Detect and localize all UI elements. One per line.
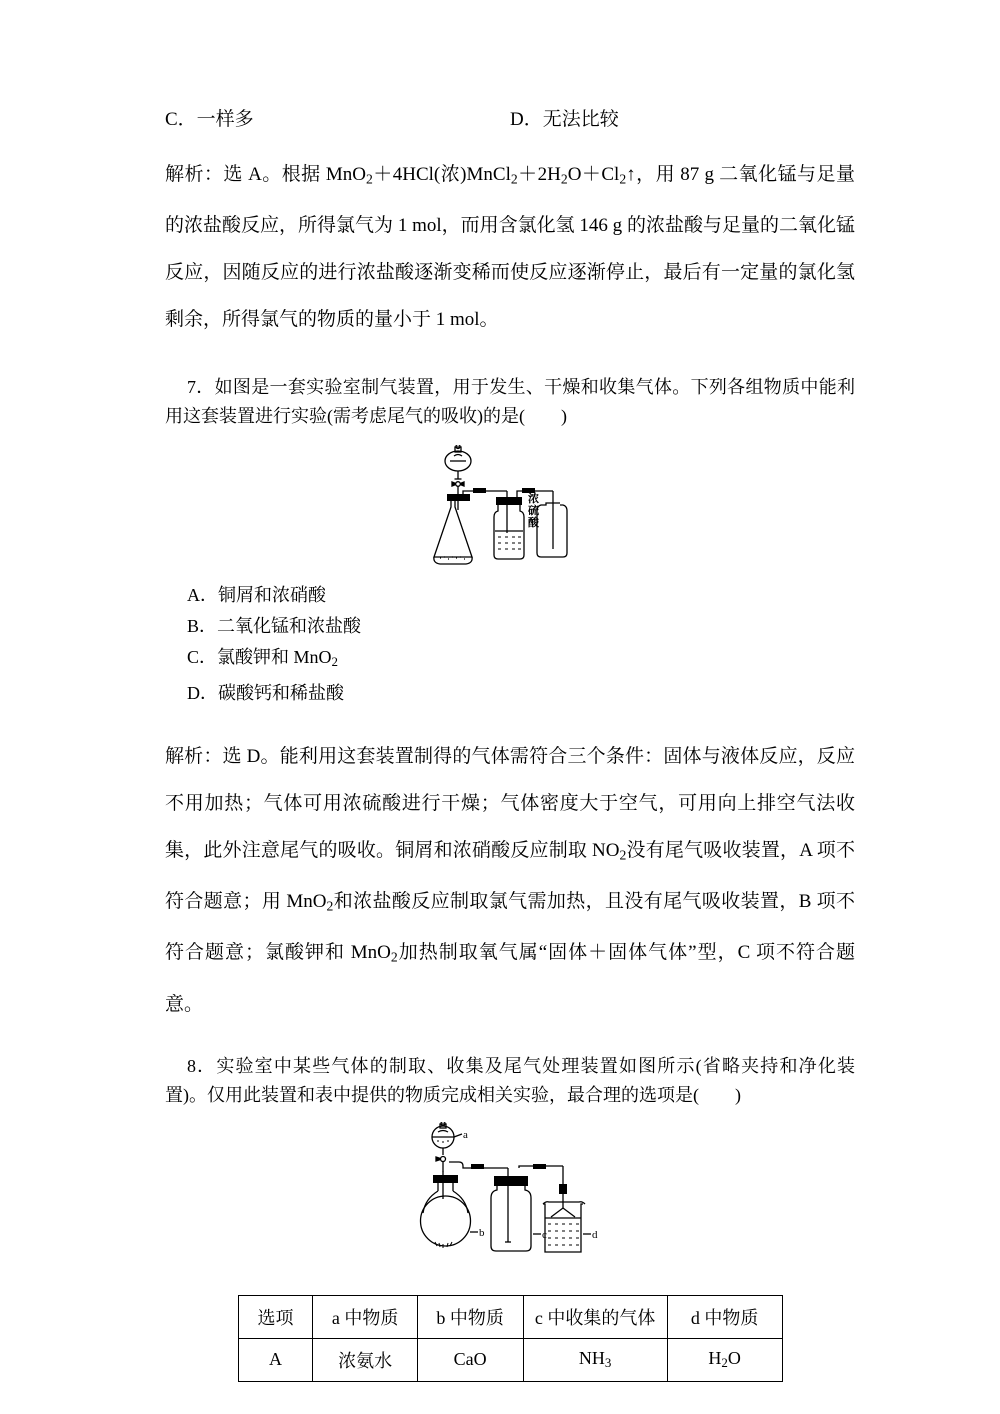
label-c: c	[541, 1228, 547, 1241]
cell-a-substance: 浓氨水	[313, 1338, 417, 1381]
th-option: 选项	[238, 1295, 313, 1338]
q7-choice-c: C．氯酸钾和 MnO$_2$	[187, 647, 338, 670]
q7-stem-text: 如图是一套实验室制气装置，用于发生、干燥和收集气体。下列各组物质中能利用这套装置进行实验(需考虑尾气的吸收)的是( )	[165, 377, 856, 427]
q6-choice-c: C．一样多	[165, 109, 254, 130]
table-header-row	[238, 1295, 782, 1338]
q7-stem	[165, 373, 855, 431]
q6-equation: MnO$_2$＋4HCl(浓)$MnCl_2+2H_2O+Cl_2↑$	[325, 164, 636, 187]
th-d-substance: d 中物质	[667, 1295, 782, 1338]
cell-d-substance: $H_2O$	[667, 1338, 782, 1381]
th-a-substance: a 中物质	[313, 1295, 417, 1338]
page-content	[165, 105, 855, 1382]
label-a: a	[462, 1128, 468, 1141]
cell-b-substance: CaO	[417, 1338, 523, 1381]
q6-explanation-prefix: 解析：选 A。根据	[165, 164, 326, 185]
label-d: d	[591, 1228, 597, 1241]
th-b-substance: b 中物质	[417, 1295, 523, 1338]
q7-choice-d: D．碳酸钙和稀盐酸	[187, 682, 344, 703]
q8-options-table-wrap	[238, 1295, 783, 1382]
q8-stem-text: 实验室中某些气体的制取、收集及尾气处理装置如图所示(省略夹持和净化装置)。仅用此装置和表中提供的物质完成相关实验，最合理的选项是( )	[165, 1055, 855, 1105]
q8-options-table	[238, 1295, 783, 1382]
q6-explanation-body: ，用 87 g 二氧化锰与足量的浓盐酸反应，所得氯气为 1 mol，而用含氯化氢 146 g 的浓盐酸与足量的二氧化锰反应，因随反应的进行浓盐酸逐渐变稀而使反应逐渐停止，最后有一定量的氯化氢剩余，所得氯气的物质的量小于 1 mol。	[165, 164, 855, 331]
q6-choice-d: D．无法比较	[510, 109, 619, 130]
q7-choice-b: B．二氧化锰和浓盐酸	[187, 616, 362, 637]
th-c-gas: c 中收集的气体	[523, 1295, 667, 1338]
q8-number: 8．	[187, 1055, 217, 1076]
label-b: b	[478, 1226, 484, 1239]
q7-explanation: 解析：选 D。能利用这套装置制得的气体需符合三个条件：固体与液体反应，反应不用加热；气体可用浓硫酸进行干燥；气体密度大于空气，可用向上排空气法收集，此外注意尾气的吸收。铜屑和浓硝酸反应制取 $NO_2$没有尾气吸收装置，A 项不符合题意；用 MnO$_2$和浓盐酸反应制取氯气需加热，且没有尾气吸收装置，B 项不符合题意；氯酸钾和 MnO$_2$加热制取氧气属“固体＋固体气体”型，C 项不符合题意。	[165, 745, 855, 1015]
q6-explanation	[165, 151, 855, 343]
q8-apparatus-figure	[393, 1122, 628, 1267]
q7-choice-a: A．铜屑和浓硝酸	[187, 585, 326, 606]
q6-choices-row	[165, 105, 855, 135]
cell-option: A	[238, 1338, 313, 1381]
table-row	[238, 1338, 782, 1381]
q7-number-text: 7．	[187, 377, 215, 398]
washing-bottle-label: 浓硫酸	[528, 493, 539, 530]
cell-c-gas: $NH_3$	[523, 1338, 667, 1381]
q7-apparatus-figure	[410, 445, 610, 570]
q8-stem	[165, 1052, 855, 1110]
